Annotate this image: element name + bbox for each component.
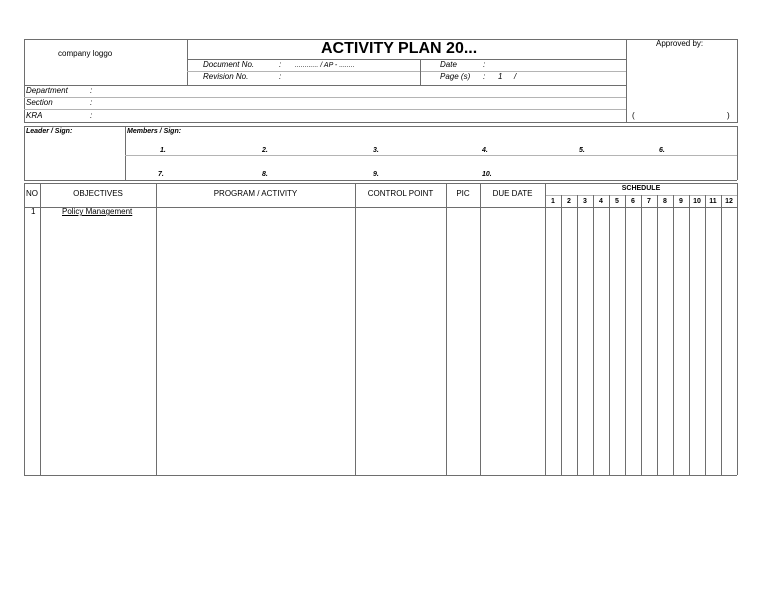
team-bottom-border	[24, 180, 737, 181]
member-slot-4: 4.	[482, 147, 488, 154]
schedule-month-3: 3	[583, 198, 587, 205]
department-colon: :	[90, 86, 93, 95]
docno-underline	[187, 71, 626, 72]
table-top-border	[24, 183, 737, 184]
schedule-month-5: 5	[615, 198, 619, 205]
table-right-border	[737, 183, 738, 475]
col-divider-program	[156, 183, 157, 475]
schedule-month-11: 11	[709, 198, 717, 205]
schedule-month-9: 9	[679, 198, 683, 205]
department-underline	[24, 97, 626, 98]
header-left-border	[24, 39, 25, 123]
page-separator: /	[514, 72, 517, 81]
member-slot-9: 9.	[373, 171, 379, 178]
department-label: Department	[26, 86, 68, 95]
schedule-month-6: 6	[631, 198, 635, 205]
section-underline	[24, 109, 626, 110]
team-top-border	[24, 126, 737, 127]
approval-bracket-open: (	[632, 111, 635, 120]
schedule-month-8: 8	[663, 198, 667, 205]
member-slot-10: 10.	[482, 171, 492, 178]
col-divider-objectives	[40, 183, 41, 475]
member-slot-8: 8.	[262, 171, 268, 178]
col-divider-pic	[446, 183, 447, 475]
header-bottom-border	[24, 122, 737, 123]
schedule-month-2: 2	[567, 198, 571, 205]
col-divider-due-date	[480, 183, 481, 475]
document-no-label: Document No.	[203, 60, 255, 69]
header-program-activity: PROGRAM / ACTIVITY	[213, 189, 298, 198]
leader-divider	[125, 126, 126, 180]
schedule-month-7: 7	[647, 198, 651, 205]
schedule-month-divider	[577, 195, 578, 475]
schedule-month-divider	[657, 195, 658, 475]
schedule-month-divider	[561, 195, 562, 475]
team-right-border	[737, 126, 738, 180]
revision-no-label: Revision No.	[203, 72, 249, 81]
schedule-month-divider	[705, 195, 706, 475]
schedule-month-divider	[673, 195, 674, 475]
document-no-value: ............ / AP - ........	[295, 62, 355, 69]
kra-label: KRA	[26, 111, 43, 120]
approved-by-label: Approved by:	[656, 39, 704, 48]
page-current: 1	[498, 72, 503, 81]
members-sign-label: Members / Sign:	[127, 128, 182, 135]
header-pic: PIC	[456, 189, 470, 198]
schedule-month-4: 4	[599, 198, 603, 205]
member-slot-5: 5.	[579, 147, 585, 154]
page-colon: :	[483, 72, 486, 81]
leader-sign-label: Leader / Sign:	[26, 128, 73, 135]
document-no-colon: :	[279, 60, 282, 69]
approval-divider	[626, 39, 627, 123]
header-due-date: DUE DATE	[492, 189, 533, 198]
header-control-point: CONTROL POINT	[367, 189, 434, 198]
schedule-month-1: 1	[551, 198, 555, 205]
header-objectives: OBJECTIVES	[73, 189, 123, 198]
header-schedule: SCHEDULE	[621, 185, 661, 192]
schedule-month-12: 12	[725, 198, 733, 205]
schedule-month-divider	[641, 195, 642, 475]
schedule-month-10: 10	[693, 198, 701, 205]
section-label: Section	[26, 98, 53, 107]
section-colon: :	[90, 98, 93, 107]
approval-bracket-close: )	[727, 111, 730, 120]
col-divider-control-point	[355, 183, 356, 475]
date-divider	[420, 59, 421, 85]
page-label: Page (s)	[440, 72, 471, 81]
header-no: NO	[26, 189, 38, 198]
member-slot-7: 7.	[158, 171, 164, 178]
date-label: Date	[440, 60, 457, 69]
member-slot-6: 6.	[659, 147, 665, 154]
logo-divider	[187, 39, 188, 85]
schedule-month-divider	[609, 195, 610, 475]
kra-colon: :	[90, 111, 93, 120]
table-left-border	[24, 183, 25, 475]
table-bottom-border	[24, 475, 737, 476]
page-title: ACTIVITY PLAN 20...	[321, 40, 478, 57]
member-slot-1: 1.	[160, 147, 166, 154]
schedule-month-divider	[593, 195, 594, 475]
schedule-month-divider	[721, 195, 722, 475]
row-1-objective: Policy Management	[62, 207, 133, 216]
revision-no-colon: :	[279, 72, 282, 81]
date-colon: :	[483, 60, 486, 69]
header-right-border	[737, 39, 738, 123]
schedule-month-divider	[689, 195, 690, 475]
member-slot-3: 3.	[373, 147, 379, 154]
team-left-border	[24, 126, 25, 180]
header-mid-line	[24, 85, 626, 86]
member-slot-2: 2.	[262, 147, 268, 154]
schedule-month-divider	[625, 195, 626, 475]
company-logo-placeholder: company loggo	[58, 49, 113, 58]
row-1-no: 1	[31, 207, 36, 216]
members-row-divider	[125, 155, 737, 156]
col-divider-schedule	[545, 183, 546, 475]
